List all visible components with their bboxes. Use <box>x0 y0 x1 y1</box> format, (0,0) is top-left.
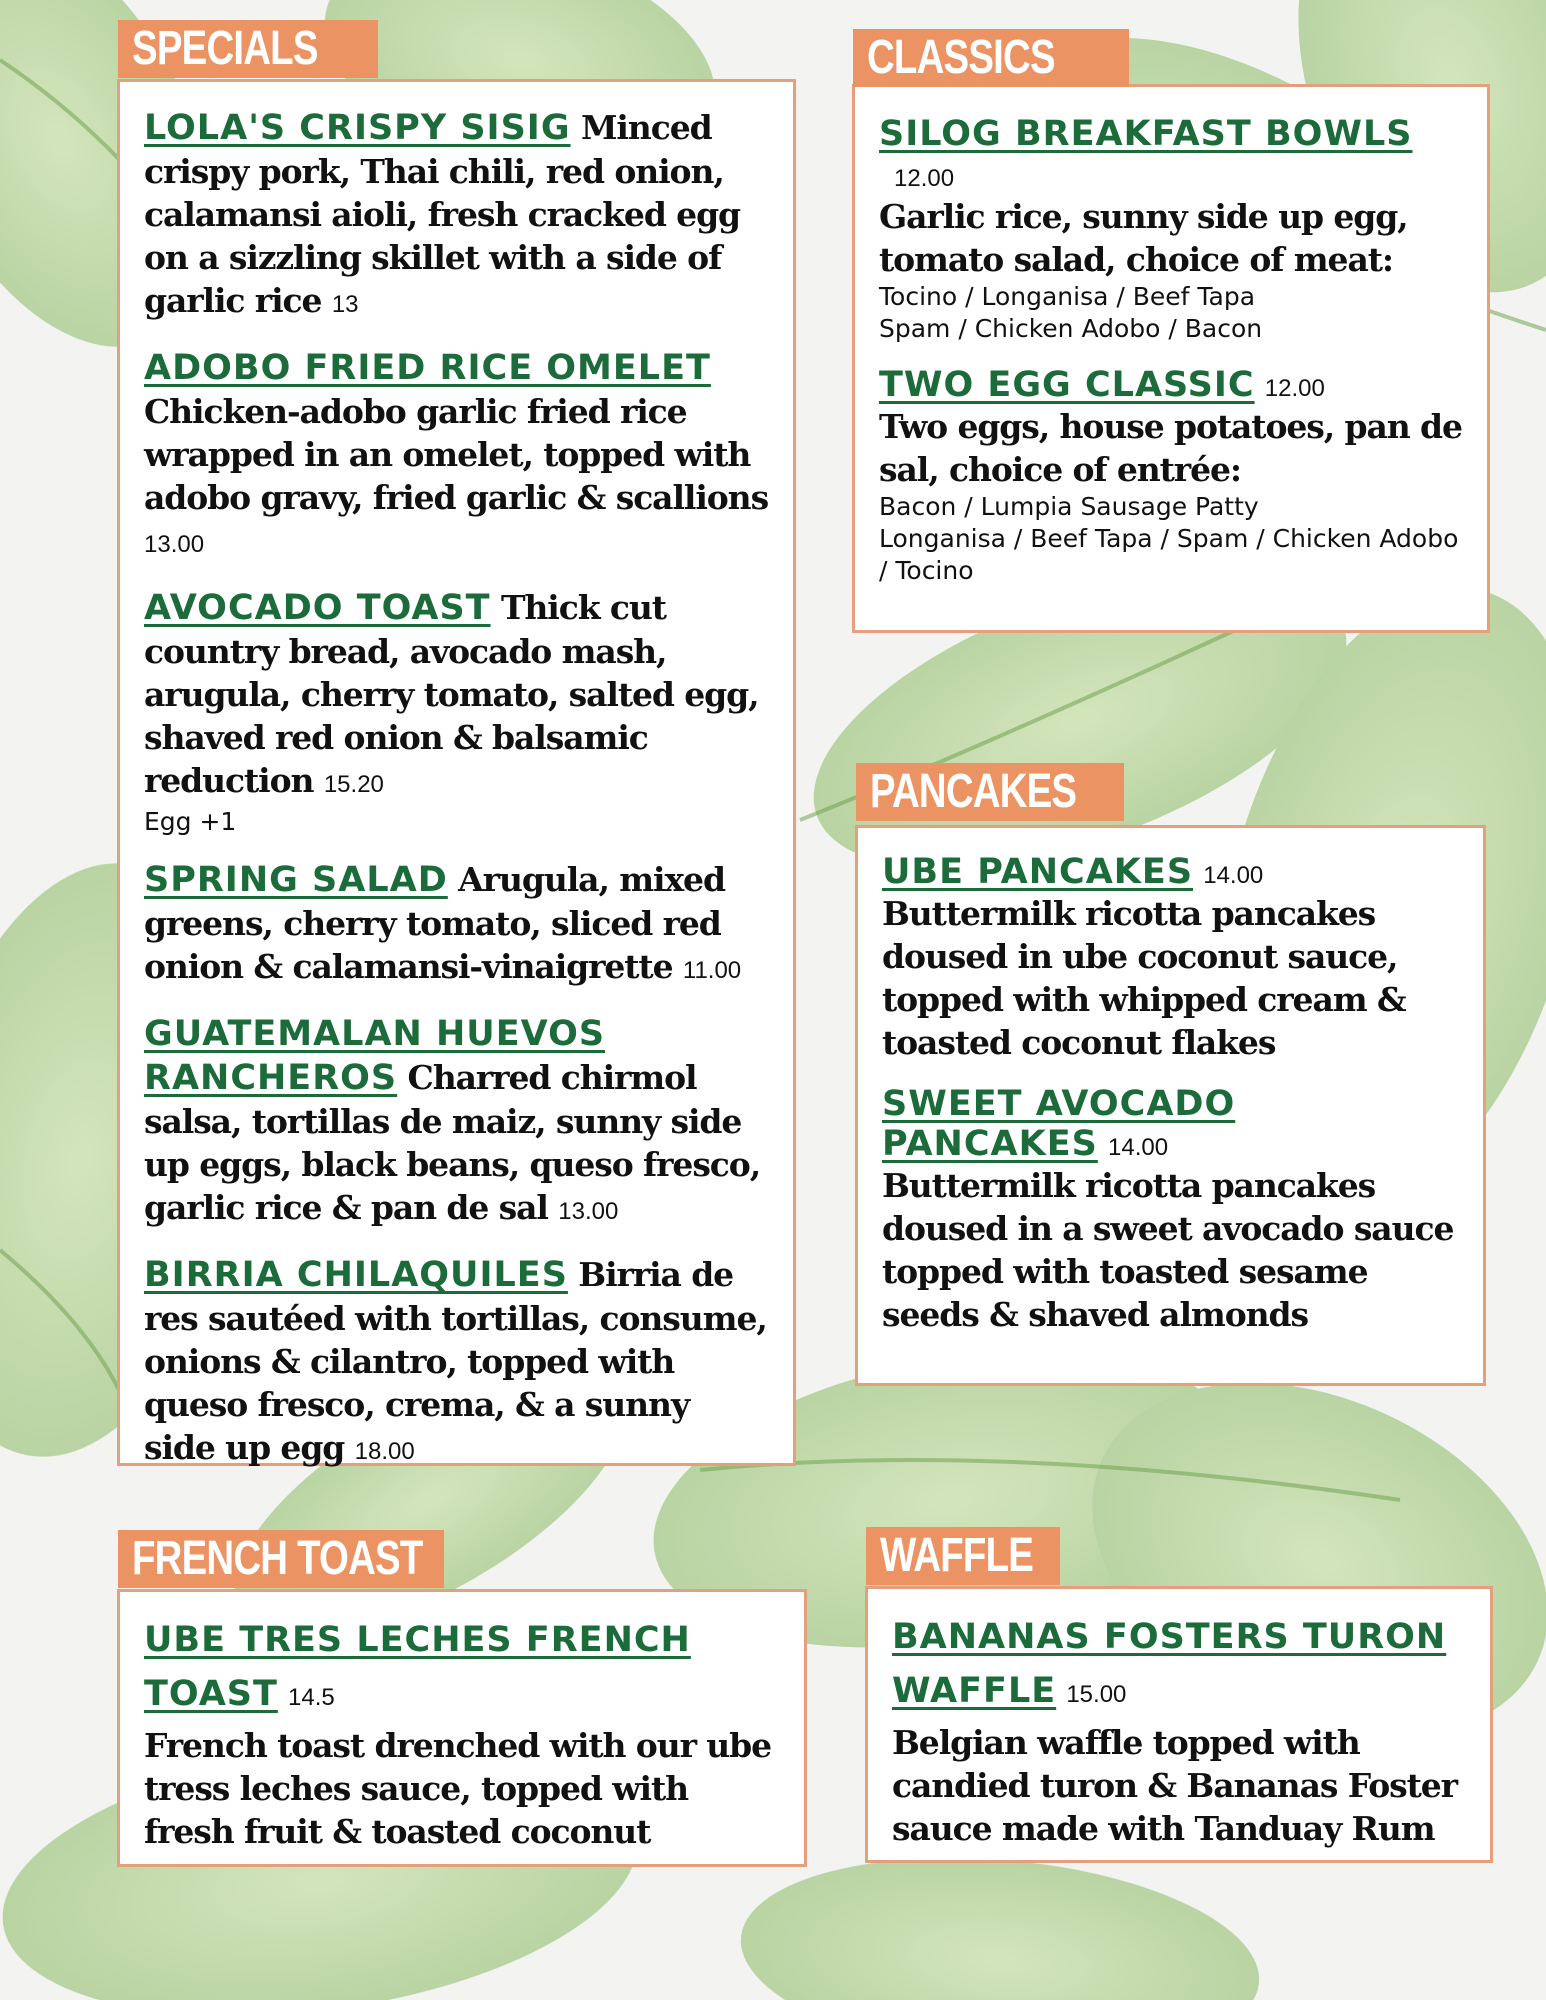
menu-item <box>144 586 769 838</box>
item-price: 14.00 <box>1108 1134 1169 1161</box>
item-name: SWEET AVOCADO PANCAKES <box>882 1084 1236 1164</box>
menu-item <box>879 111 1463 345</box>
item-price: 12.00 <box>894 165 955 192</box>
item-price: 14.5 <box>288 1684 335 1711</box>
menu-item <box>144 346 769 566</box>
menu-item <box>144 1616 780 1853</box>
item-description: French toast drenched with our ube tress leches sauce, topped with fresh fruit & toasted coconut <box>144 1726 772 1851</box>
menu-item <box>144 106 769 326</box>
item-price: 14.00 <box>1203 862 1264 889</box>
classics-box <box>852 84 1490 633</box>
section-title: FRENCH TOAST <box>132 1532 423 1585</box>
item-price: 18.00 <box>354 1438 415 1465</box>
item-description: Buttermilk ricotta pancakes doused in a sweet avocado sauce topped with toasted sesame seeds & shaved almonds <box>882 1166 1454 1334</box>
waffle-box <box>865 1586 1493 1863</box>
item-description: Two eggs, house potatoes, pan de sal, choice of entrée: <box>879 407 1462 489</box>
item-price: 12.00 <box>1264 375 1325 402</box>
section-title: SPECIALS <box>132 22 318 75</box>
item-description: Thick cut country bread, avocado mash, arugula, cherry tomato, salted egg, shaved red onion & balsamic reduction <box>144 588 759 800</box>
item-description: Birria de res sautéed with tortillas, consume, onions & cilantro, topped with queso fresco, crema, & a sunny side up egg <box>144 1255 767 1467</box>
section-title-tab <box>118 1530 444 1588</box>
item-price: 13 <box>331 291 359 318</box>
item-name: TWO EGG CLASSIC <box>879 365 1255 405</box>
item-name: LOLA'S CRISPY SISIG <box>144 108 571 148</box>
item-description: Arugula, mixed greens, cherry tomato, sliced red onion & calamansi-vinaigrette <box>144 860 725 986</box>
specials-box <box>117 79 796 1466</box>
menu-item <box>144 1012 769 1233</box>
item-name: UBE TRES LECHES FRENCH TOAST <box>144 1620 691 1714</box>
item-option-line: Longanisa / Beef Tapa / Spam / Chicken Adobo / Tocino <box>879 524 1459 585</box>
item-price: 13.00 <box>558 1198 619 1225</box>
item-price: 15.20 <box>323 771 384 798</box>
item-description: Charred chirmol salsa, tortillas de maiz, sunny side up eggs, black beans, queso fresco, garlic rice & pan de sal <box>144 1058 761 1227</box>
item-name: UBE PANCAKES <box>882 852 1194 892</box>
item-option-line: Bacon / Lumpia Sausage Patty <box>879 492 1259 521</box>
section-title: WAFFLE <box>880 1529 1034 1582</box>
section-title: PANCAKES <box>870 765 1077 818</box>
item-description: Minced crispy pork, Thai chili, red onion, calamansi aioli, fresh cracked egg on a sizzling skillet with a side of garlic rice <box>144 108 741 320</box>
menu-item <box>882 1084 1459 1336</box>
pancakes-box <box>855 825 1486 1386</box>
item-name: BANANAS FOSTERS TURON WAFFLE <box>892 1617 1447 1711</box>
item-note: Egg +1 <box>144 807 237 836</box>
section-title-tab <box>118 20 378 78</box>
section-title-tab <box>866 1527 1060 1585</box>
item-description: Garlic rice, sunny side up egg, tomato salad, choice of meat: <box>879 197 1408 279</box>
item-name: SPRING SALAD <box>144 860 448 900</box>
menu-item <box>882 852 1459 1064</box>
menu-item <box>892 1613 1466 1850</box>
item-name: BIRRIA CHILAQUILES <box>144 1255 568 1295</box>
section-title-tab <box>856 763 1124 821</box>
french-toast-box <box>117 1589 807 1867</box>
item-name: SILOG BREAKFAST BOWLS <box>879 114 1413 154</box>
item-description: Belgian waffle topped with candied turon & Bananas Foster sauce made with Tanduay Rum <box>892 1723 1457 1848</box>
item-description: Buttermilk ricotta pancakes doused in ube coconut sauce, topped with whipped cream & toasted coconut flakes <box>882 894 1406 1062</box>
item-name: AVOCADO TOAST <box>144 588 491 628</box>
item-price: 11.00 <box>682 957 742 984</box>
menu-item <box>879 365 1463 587</box>
menu-item <box>144 1253 769 1473</box>
item-price: 13.00 <box>144 531 205 558</box>
item-description: Chicken-adobo garlic fried rice wrapped in an omelet, topped with adobo gravy, fried garlic & scallions <box>144 392 769 517</box>
item-option-line: Tocino / Longanisa / Beef Tapa <box>879 282 1256 311</box>
menu-item <box>144 858 769 992</box>
item-name: ADOBO FRIED RICE OMELET <box>144 348 711 388</box>
item-name: GUATEMALAN HUEVOS RANCHEROS <box>144 1014 606 1098</box>
item-price: 15.00 <box>1066 1681 1127 1708</box>
item-option-line: Spam / Chicken Adobo / Bacon <box>879 314 1263 343</box>
section-title-tab <box>853 29 1129 87</box>
section-title: CLASSICS <box>867 31 1055 84</box>
